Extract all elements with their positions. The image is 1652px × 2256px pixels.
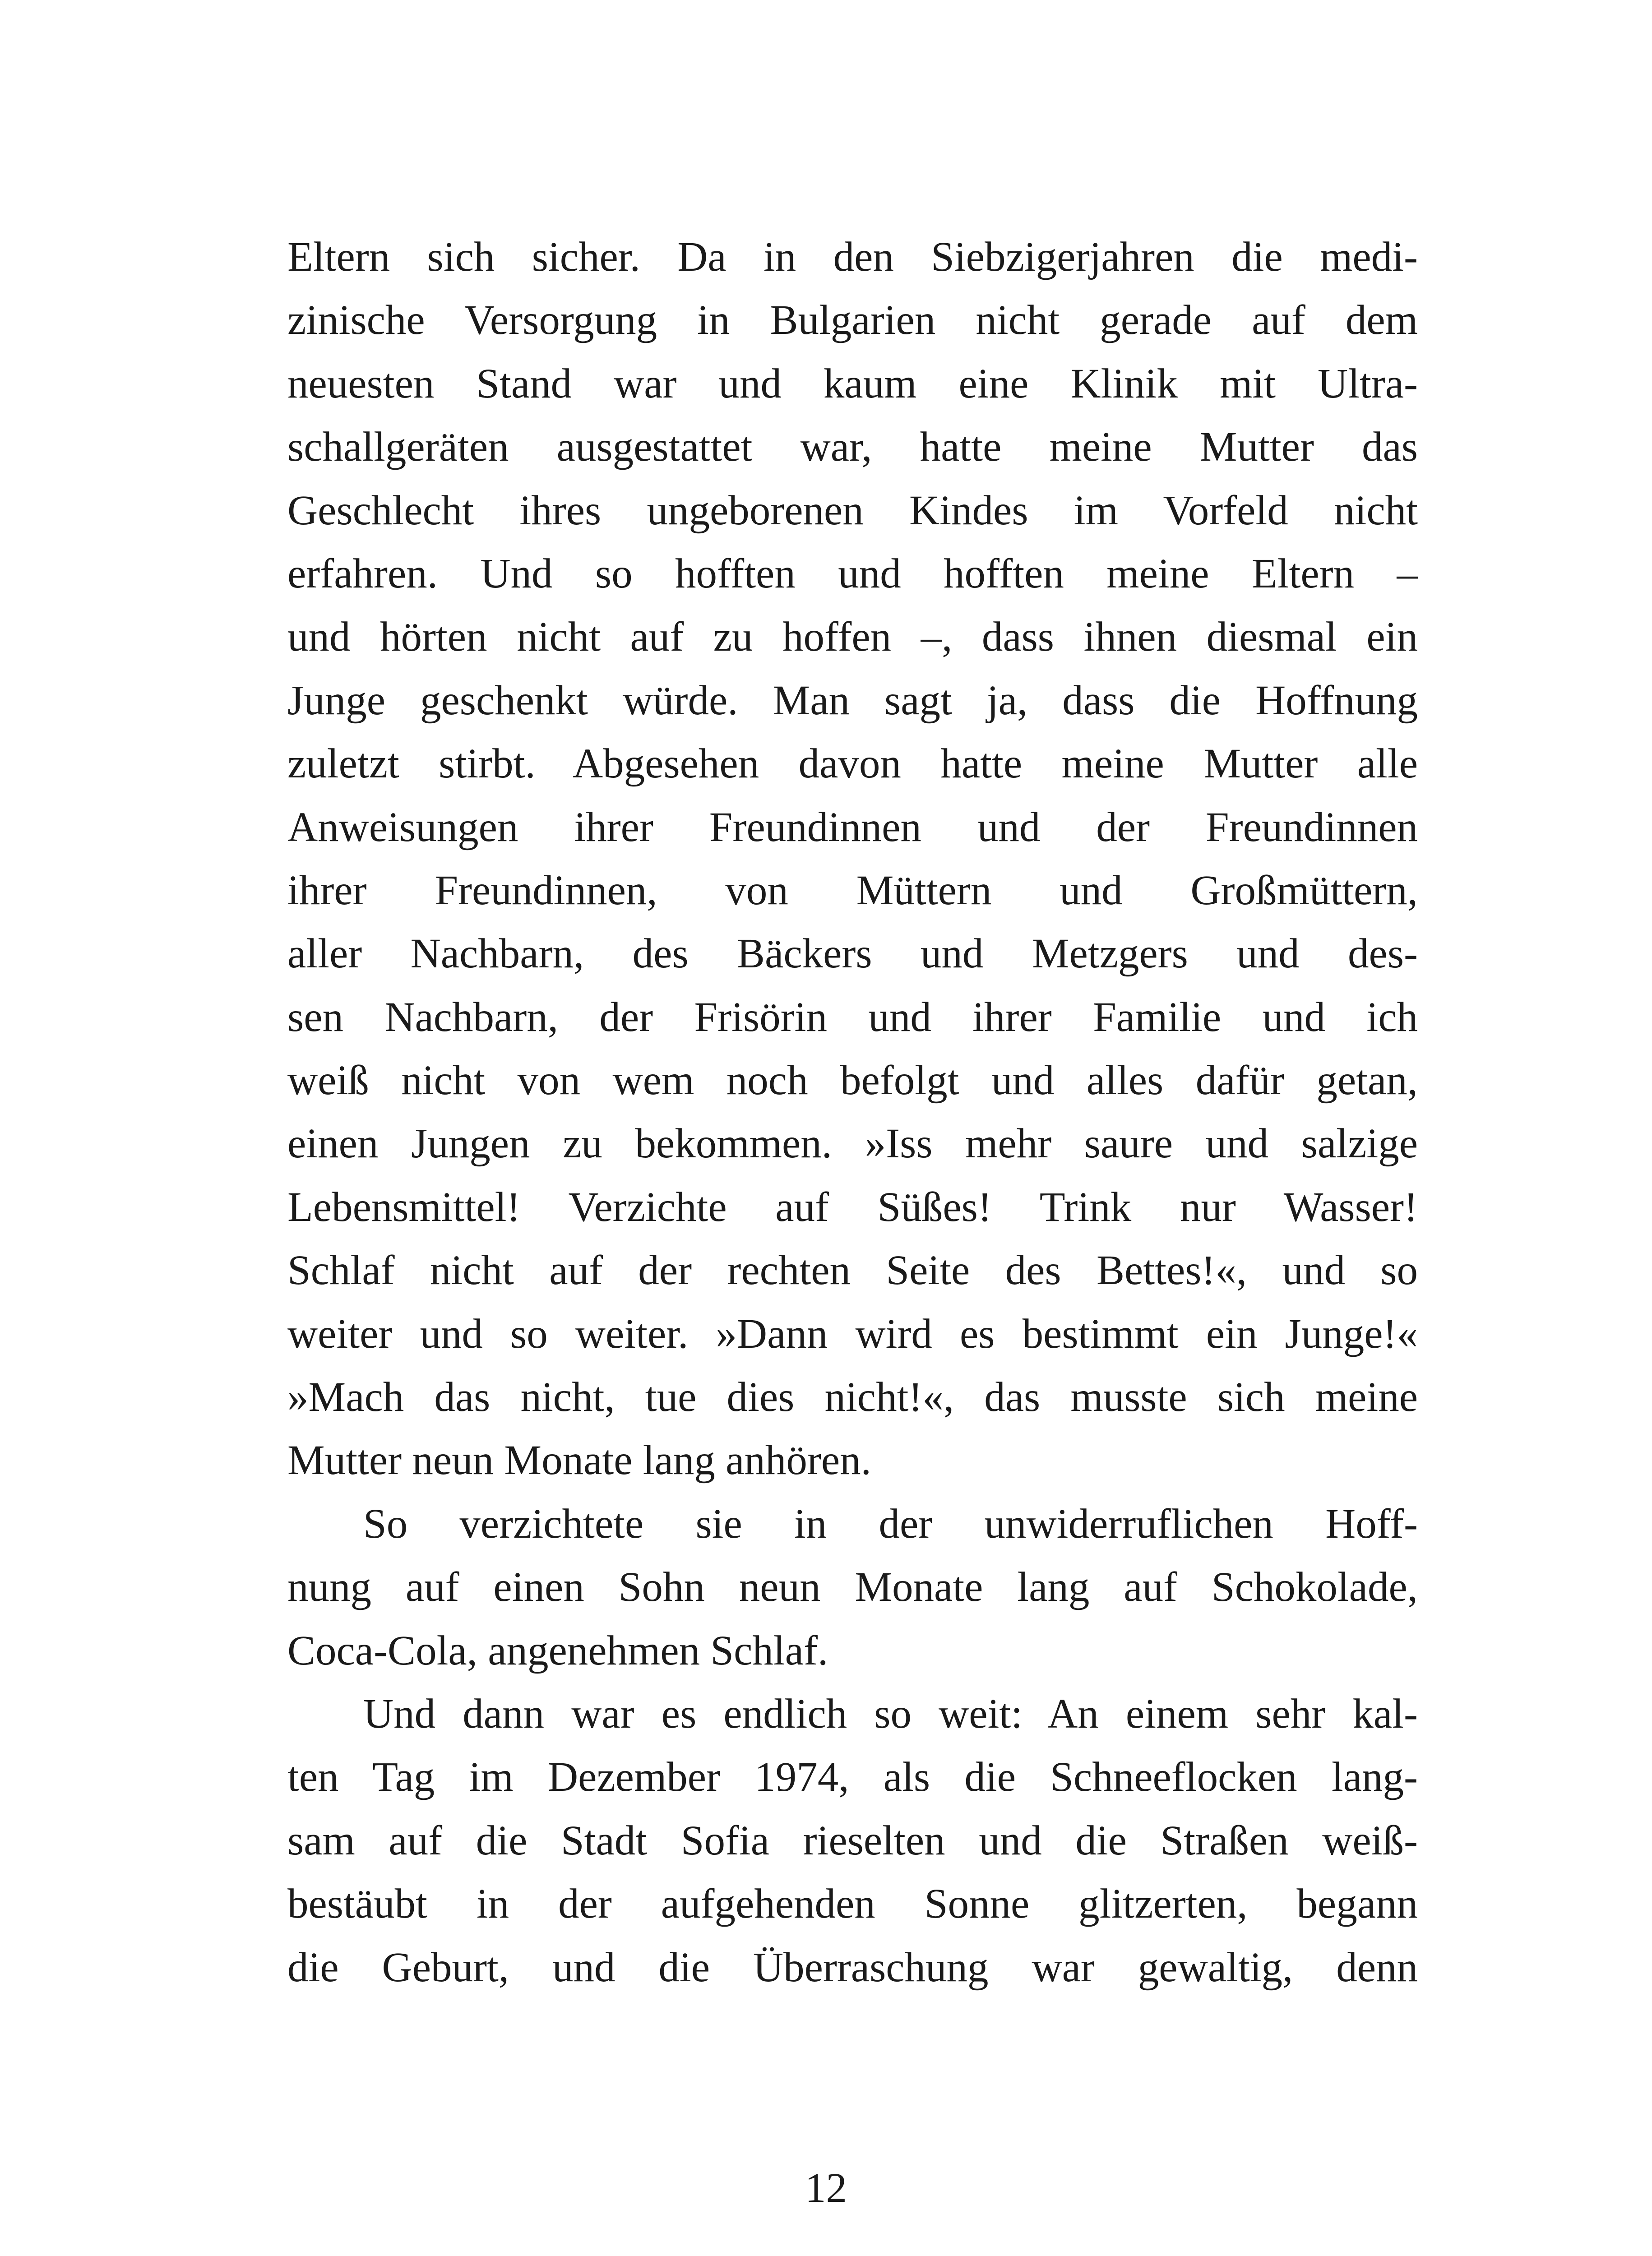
text-line: weiß nicht von wem noch befolgt und alles dafür getan, [287,1057,1418,1104]
text-line: und hörten nicht auf zu hoffen –, dass ihnen diesmal ein [287,614,1418,661]
text-line: Schlaf nicht auf der rechten Seite des Bettes!«, und so [287,1247,1418,1294]
text-line: Anweisungen ihrer Freundinnen und der Freundinnen [287,804,1418,851]
text-line: die Geburt, und die Überraschung war gewaltig, denn [287,1944,1418,1991]
text-line: weiter und so weiter. »Dann wird es bestimmt ein Junge!« [287,1310,1418,1357]
text-line: zinische Versorgung in Bulgarien nicht gerade auf dem [287,297,1418,344]
text-line: ten Tag im Dezember 1974, als die Schneeflocken lang- [287,1754,1418,1801]
text-line: Mutter neun Monate lang anhören. [287,1437,871,1484]
text-line: Und dann war es endlich so weit: An einem sehr kal- [363,1690,1418,1737]
text-line: Eltern sich sicher. Da in den Siebzigerjahren die medi- [287,234,1418,280]
text-line: zuletzt stirbt. Abgesehen davon hatte meine Mutter alle [287,740,1418,787]
text-line: nung auf einen Sohn neun Monate lang auf Schokolade, [287,1564,1418,1611]
page-number: 12 [805,2165,847,2211]
body-text [287,226,1418,1999]
text-line: Lebensmittel! Verzichte auf Süßes! Trink nur Wasser! [287,1183,1418,1230]
text-line: Coca-Cola, angenehmen Schlaf. [287,1627,828,1674]
text-line: einen Jungen zu bekommen. »Iss mehr saure und salzige [287,1120,1418,1167]
text-line: »Mach das nicht, tue dies nicht!«, das musste sich meine [287,1374,1418,1421]
text-line: erfahren. Und so hofften und hofften meine Eltern – [287,550,1418,597]
text-line: bestäubt in der aufgehenden Sonne glitzerten, begann [287,1881,1418,1928]
text-line: Geschlecht ihres ungeborenen Kindes im Vorfeld nicht [287,487,1418,534]
text-line: Junge geschenkt würde. Man sagt ja, dass die Hoffnung [287,677,1418,724]
text-line: neuesten Stand war und kaum eine Klinik mit Ultra- [287,360,1418,407]
text-line: sam auf die Stadt Sofia rieselten und die Straßen weiß- [287,1817,1418,1864]
text-line: sen Nachbarn, der Frisörin und ihrer Familie und ich [287,994,1418,1040]
text-line: aller Nachbarn, des Bäckers und Metzgers und des- [287,930,1418,977]
text-line: So verzichtete sie in der unwiderruflichen Hoff- [363,1500,1418,1547]
text-line: ihrer Freundinnen, von Müttern und Großmüttern, [287,867,1418,914]
text-line: schallgeräten ausgestattet war, hatte meine Mutter das [287,424,1418,471]
